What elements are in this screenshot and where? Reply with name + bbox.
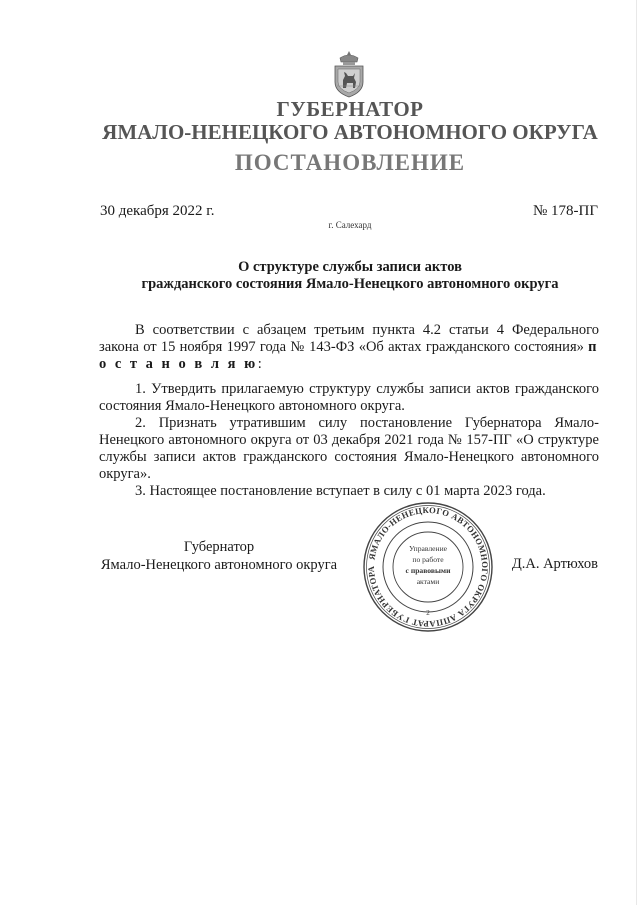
- preamble-paragraph: [99, 322, 599, 373]
- title-line-2: гражданского состояния Ямало-Ненецкого автономного округа: [141, 276, 559, 292]
- header-region: ЯМАЛО-НЕНЕЦКОГО АВТОНОМНОГО ОКРУГА: [102, 120, 598, 144]
- title-line-1: О структуре службы записи актов: [238, 259, 462, 275]
- header-governor: ГУБЕРНАТОР: [276, 97, 424, 121]
- seal-line-4: актами: [416, 577, 440, 586]
- item-1: 1. Утвердить прилагаемую структуру службы записи актов гражданского состояния Ямало-Ненецкого автономного округа.: [99, 381, 599, 414]
- document-number: № 178-ПГ: [532, 203, 598, 219]
- item-3: 3. Настоящее постановление вступает в силу с 01 марта 2023 года.: [135, 483, 546, 499]
- seal-number: 2: [426, 609, 430, 617]
- resolution-items: [99, 381, 599, 500]
- document-date: 30 декабря 2022 г.: [100, 203, 215, 219]
- seal-outer-text: ЯМАЛО-НЕНЕЦКОГО АВТОНОМНОГО ОКРУГА АППАРАТ ГУБЕРНАТОРА: [365, 504, 491, 630]
- item-2: 2. Признать утратившим силу постановление Губернатора Ямало-Ненецкого автономного округа от 03 декабря 2021 года № 157-ПГ «О структуре службы записи актов гражданского состояния Ямало-Ненецкого автономного округа».: [99, 415, 599, 482]
- document-city: г. Салехард: [328, 220, 372, 230]
- resolves-word: п о с т а н о в л я ю: [99, 339, 600, 372]
- document-title: [0, 259, 640, 293]
- seal-line-2: по работе: [412, 555, 444, 564]
- coat-of-arms-emblem: [331, 50, 367, 98]
- position-line-1: Губернатор: [183, 539, 255, 555]
- page-edge-divider: [636, 0, 637, 905]
- preamble-text: В соответствии с абзацем третьим пункта 4.2 статьи 4 Федерального закона от 15 ноября 1997 года № 143-ФЗ «Об актах гражданского состояния»: [99, 322, 599, 355]
- resolves-colon: :: [257, 356, 262, 372]
- seal-line-1: Управление: [408, 544, 448, 553]
- official-seal: [362, 501, 494, 633]
- position-line-2: Ямало-Ненецкого автономного округа: [100, 557, 338, 573]
- signatory-position: [99, 538, 339, 574]
- seal-line-3: с правовыми: [405, 566, 451, 575]
- header-doc-type: ПОСТАНОВЛЕНИЕ: [234, 150, 466, 175]
- signatory-name: Д.А. Артюхов: [511, 556, 598, 572]
